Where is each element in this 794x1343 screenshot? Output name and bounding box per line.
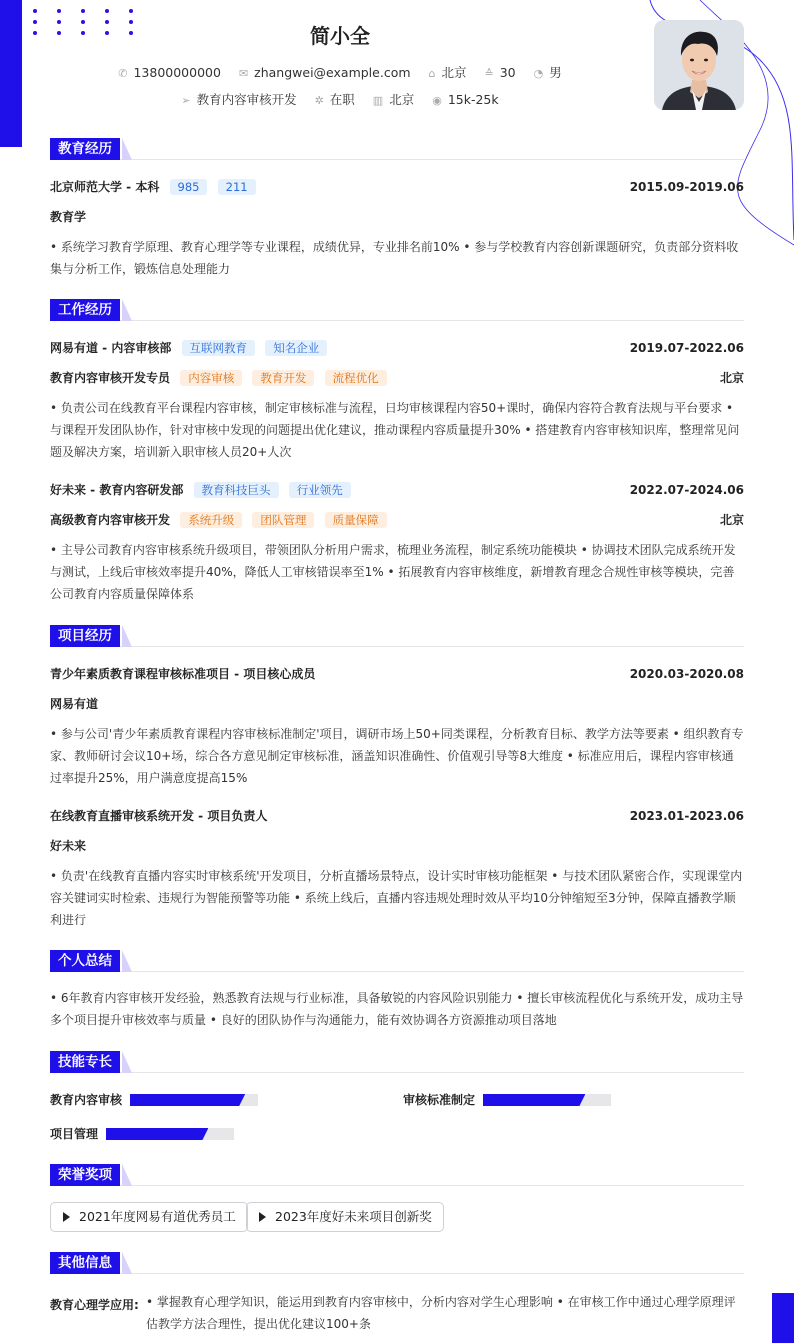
coin-icon: ◉ (432, 94, 442, 107)
work-company-row (50, 481, 744, 499)
city: 北京 (719, 371, 744, 385)
gear-icon: ✲ (314, 94, 324, 107)
target-job: 教育内容审核开发 (196, 92, 297, 107)
tag: 流程优化 (325, 370, 387, 386)
project-org: 好未来 (50, 839, 87, 853)
tag: 互联网教育 (182, 340, 256, 356)
candidate-name: 简小全 (310, 24, 370, 48)
skills-section (50, 1051, 744, 1141)
project-row (50, 807, 744, 825)
skill-bar (130, 1094, 258, 1106)
other-label: 教育心理学应用: (50, 1298, 139, 1312)
work-company-row (50, 339, 744, 357)
award-label: 2021年度网易有道优秀员工 (79, 1209, 236, 1224)
award-label: 2023年度好未来项目创新奖 (275, 1209, 432, 1224)
education-section (50, 138, 744, 276)
age-icon: ≙ (484, 67, 494, 80)
period: 2020.03-2020.08 (629, 667, 744, 681)
award-item (246, 1202, 444, 1232)
honors-section (50, 1164, 744, 1224)
project-title: 在线教育直播审核系统开发 - 项目负责人 (50, 809, 268, 823)
tag: 教育开发 (252, 370, 314, 386)
period: 2019.07-2022.06 (629, 341, 744, 355)
send-icon: ➢ (181, 94, 191, 107)
tag: 内容审核 (180, 370, 242, 386)
section-title: 项目经历 (50, 625, 120, 647)
section-title: 其他信息 (50, 1252, 120, 1274)
summary-desc: • 6年教育内容审核开发经验，熟悉教育法规与行业标准，具备敏锐的内容风险识别能力 • 擅长审核流程优化与系统开发，成功主导多个项目提升审核效率与质量 • 良好的团队协作与沟通能力，能有效协调各方资源推动项目落地 (50, 991, 744, 1027)
section-header (50, 625, 744, 647)
work-desc: • 负责公司在线教育平台课程内容审核，制定审核标准与流程，日均审核课程内容50+课时，确保内容符合教育法规与平台要求 • 与课程开发团队协作，针对审核中发现的问题提出优化建议，推动课程内容质量提升30% • 搭建教育内容审核知识库，整理常见问题及解决方案，培训新入职审核人员20+人次 (50, 401, 740, 459)
home-icon: ⌂ (428, 67, 436, 80)
avatar (654, 20, 744, 110)
project-desc: • 参与公司'青少年素质教育课程内容审核标准制定'项目，调研市场上50+同类课程，分析教育目标、教学方法等要素 • 组织教育专家、教师研讨会议10+场，综合各方意见制定审核标准，涵盖知识准确性、价值观引导等8大维度 • 标准应用后，课程内容审核通过率提升25%，用户满意度提高15% (50, 727, 744, 785)
location: 北京 (441, 65, 467, 80)
tag: 985 (170, 179, 208, 195)
project-title: 青少年素质教育课程审核标准项目 - 项目核心成员 (50, 667, 316, 681)
work-section (50, 299, 744, 601)
age: 30 (499, 65, 516, 80)
skill-name: 教育内容审核 (50, 1093, 123, 1107)
other-desc: • 掌握教育心理学知识，能运用到教育内容审核中，分析内容对学生心理影响 • 在审核工作中通过心理学原理评估教学方法合理性，提出优化建议100+条 (146, 1295, 736, 1331)
period: 2023.01-2023.06 (629, 809, 744, 823)
education-desc: • 系统学习教育学原理、教育心理学等专业课程，成绩优异，专业排名前10% • 参与学校教育内容创新课题研究，负责部分资料收集与分析工作，锻炼信息处理能力 (50, 240, 739, 276)
work-role-row (50, 369, 744, 387)
tag: 团队管理 (252, 512, 314, 528)
role: 教育内容审核开发专员 (50, 371, 171, 385)
gender: 男 (549, 65, 562, 80)
work-desc: • 主导公司教育内容审核系统升级项目，带领团队分析用户需求，梳理业务流程，制定系统功能模块 • 协调技术团队完成系统开发与测试，上线后审核效率提升40%，降低人工审核错误率至1% • 拓展教育内容审核维度，新增教育理念合规性审核等模块，完善公司教育内容质量保障体系 (50, 543, 736, 601)
section-header (50, 138, 744, 160)
play-icon (259, 1212, 266, 1222)
skill-bar-fill (130, 1094, 245, 1106)
phone-icon: ✆ (118, 67, 128, 80)
tag: 教育科技巨头 (194, 482, 279, 498)
skill-name: 审核标准制定 (403, 1093, 476, 1107)
skill-bar-fill (106, 1128, 208, 1140)
tag: 系统升级 (180, 512, 242, 528)
city: 北京 (719, 513, 744, 527)
skill-bar (483, 1094, 611, 1106)
skill-bar-fill (483, 1094, 585, 1106)
mail-icon: ✉ (238, 67, 249, 80)
job-status: 在职 (329, 92, 355, 107)
section-header (50, 1164, 744, 1186)
tag: 行业领先 (289, 482, 351, 498)
section-header (50, 1051, 744, 1073)
intention-line (0, 90, 680, 108)
contact-line (0, 63, 680, 81)
period: 2022.07-2024.06 (629, 483, 744, 497)
project-desc: • 负责'在线教育直播内容实时审核系统'开发项目，分析直播场景特点，设计实时审核功能框架 • 与技术团队紧密合作，实现课堂内容关键词实时检索、违规行为智能预警等功能 • 系统上线后，直播内容违规处理时效从平均10分钟缩短至3分钟，保障直播教学顺利进行 (50, 869, 743, 927)
section-header (50, 950, 744, 972)
building-icon: ▥ (372, 94, 384, 107)
project-section (50, 625, 744, 927)
decor-right-bar (772, 1293, 794, 1343)
section-header (50, 299, 744, 321)
period: 2015.09-2019.06 (629, 180, 744, 194)
section-title: 工作经历 (50, 299, 120, 321)
other-section (50, 1252, 744, 1331)
project-row (50, 665, 744, 683)
play-icon (63, 1212, 70, 1222)
award-item (50, 1202, 248, 1232)
tag: 质量保障 (325, 512, 387, 528)
tag: 211 (218, 179, 256, 195)
section-title: 教育经历 (50, 138, 120, 160)
skill-name: 项目管理 (50, 1127, 99, 1141)
major: 教育学 (50, 210, 87, 224)
summary-section (50, 950, 744, 1027)
education-row (50, 178, 744, 196)
role: 高级教育内容审核开发 (50, 513, 171, 527)
salary: 15k-25k (447, 92, 499, 107)
skill-bar (106, 1128, 234, 1140)
gender-icon: ◔ (533, 67, 544, 80)
school: 北京师范大学 - 本科 (50, 180, 160, 194)
project-org: 网易有道 (50, 697, 99, 711)
company: 好未来 - 教育内容研发部 (50, 483, 184, 497)
tag: 知名企业 (265, 340, 327, 356)
work-role-row (50, 511, 744, 529)
section-title: 技能专长 (50, 1051, 120, 1073)
section-title: 荣誉奖项 (50, 1164, 120, 1186)
target-city: 北京 (389, 92, 415, 107)
phone: 13800000000 (133, 65, 221, 80)
email: zhangwei@example.com (254, 65, 411, 80)
section-header (50, 1252, 744, 1274)
company: 网易有道 - 内容审核部 (50, 341, 172, 355)
section-title: 个人总结 (50, 950, 120, 972)
